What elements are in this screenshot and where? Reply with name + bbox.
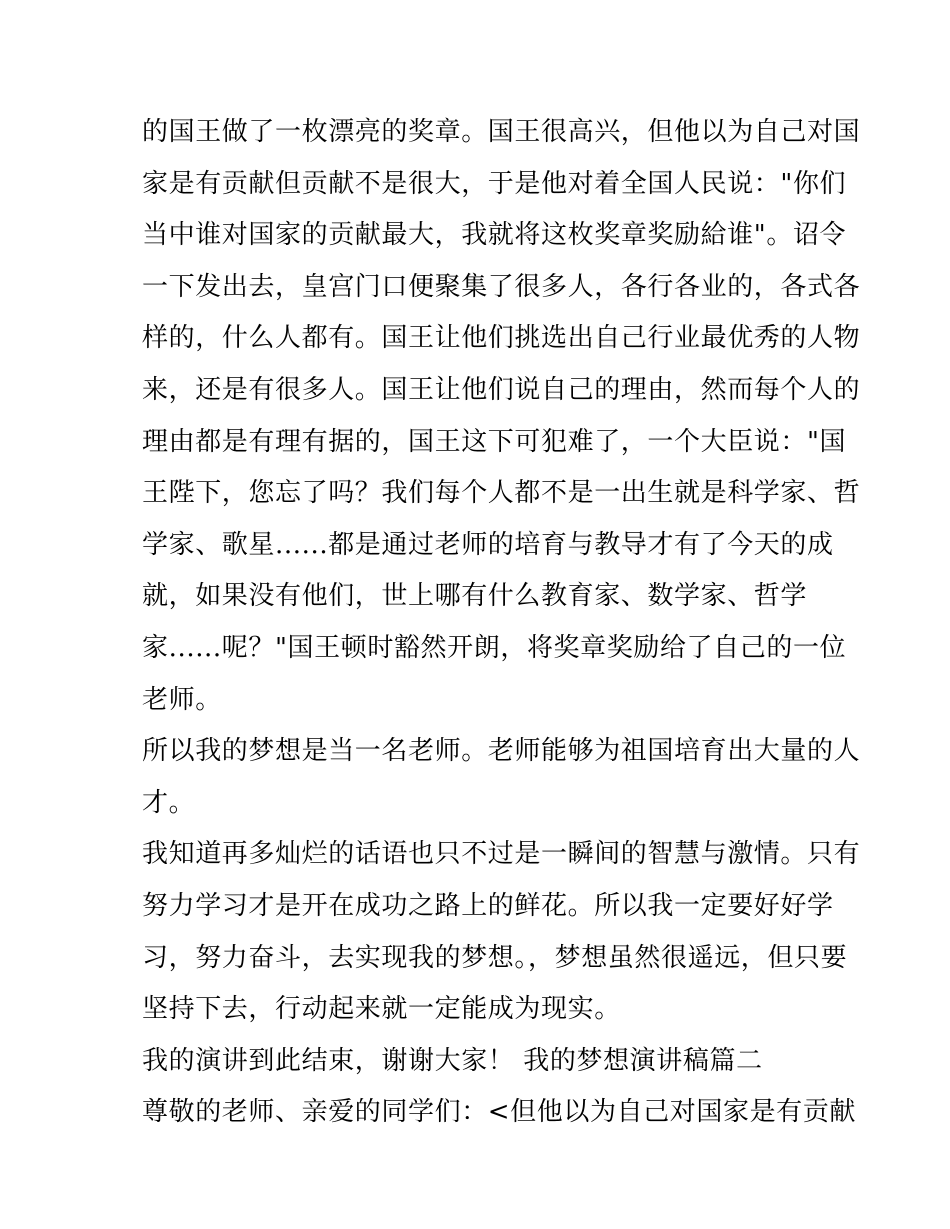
text-line: 尊敬的老师、亲爱的同学们：<但他以为自己对国家是有贡献: [142, 1097, 856, 1128]
text-line: 家......呢？"国王顿时豁然开朗，将奖章奖励给了自己的一位: [142, 632, 847, 663]
text-line: 的国王做了一枚漂亮的奖章。国王很高兴，但他以为自己对国: [142, 117, 861, 147]
text-line: 才。: [142, 787, 196, 818]
text-line: 一下发出去，皇宫门口便聚集了很多人，各行各业的，各式各: [142, 271, 861, 302]
text-line: 学家、歌星......都是通过老师的培育与教导才有了今天的成: [142, 529, 834, 560]
text-line: 老师。: [142, 684, 222, 715]
text-line: 努力学习才是开在成功之路上的鲜花。所以我一定要好好学: [142, 890, 834, 921]
text-line: 就，如果没有他们，世上哪有什么教育家、数学家、哲学: [142, 581, 808, 612]
text-line: 王陛下，您忘了吗？我们每个人都不是一出生就是科学家、哲: [142, 478, 861, 509]
text-line: 理由都是有理有据的，国王这下可犯难了，一个大臣说："国: [142, 426, 847, 457]
text-line: 坚持下去，行动起来就一定能成为现实。: [142, 994, 621, 1025]
text-line: 来，还是有很多人。国王让他们说自己的理由，然而每个人的: [142, 374, 861, 405]
text-line: 样的，什么人都有。国王让他们挑选出自己行业最优秀的人物: [142, 323, 861, 354]
text-line: 习，努力奋斗，去实现我的梦想。，梦想虽然很遥远，但只要: [142, 942, 848, 973]
document-body: [142, 107, 861, 1139]
text-line: 所以我的梦想是当一名老师。老师能够为祖国培育出大量的人: [142, 736, 861, 767]
text-line: 我的演讲到此结束，谢谢大家！ 我的梦想演讲稿篇二: [142, 1045, 763, 1076]
text-line: 当中谁对国家的贡献最大，我就将这枚奖章奖励給谁"。诏令: [142, 220, 847, 251]
text-line: 我知道再多灿烂的话语也只不过是一瞬间的智慧与激情。只有: [142, 839, 861, 870]
text-line: 家是有贡献但贡献不是很大，于是他对着全国人民说："你们: [142, 168, 847, 199]
